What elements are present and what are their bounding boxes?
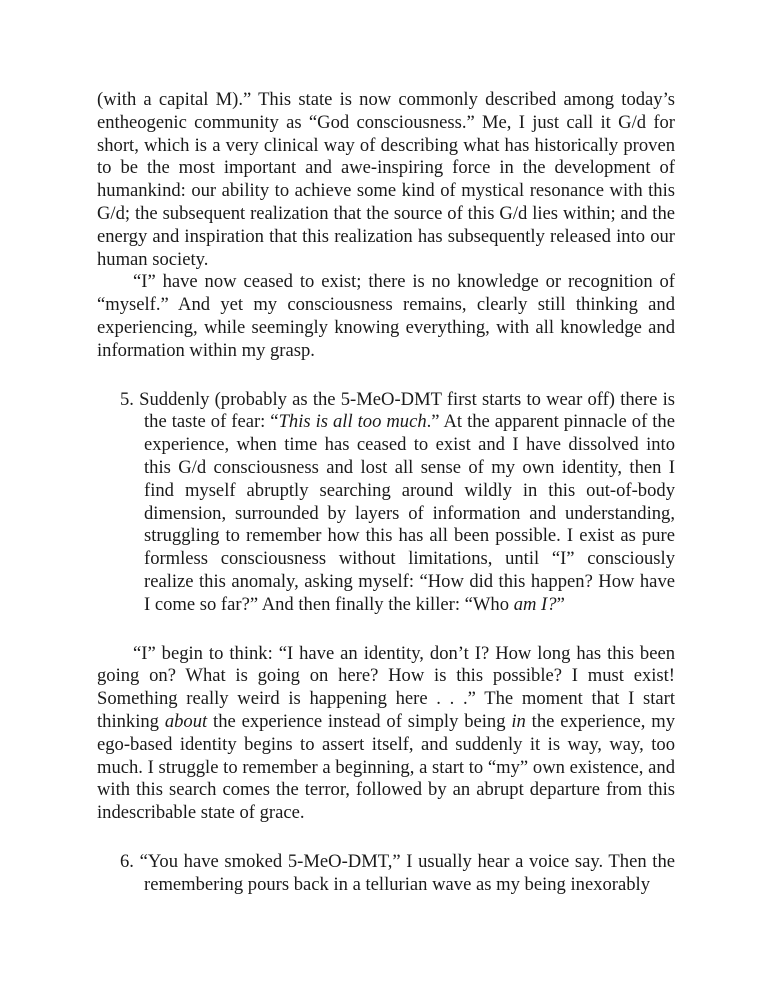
paragraph-identity-text-c: the experience, my ego-based identity begins to assert itself, and suddenly it is way, way, too much. I struggle to remember a beginning, a start to “my” own existence, and with this search comes the terror, followed by an abrupt departure from this indescribable state of grace. <box>97 710 675 824</box>
paragraph-identity-text-a: “I” begin to think: “I have an identity, don’t I? How long has this been going on? What is going on here? How is this possible? I must exist! Something really weird is happening here . . .” The moment that I start thinking <box>97 642 675 732</box>
paragraph-identity-text-b: the experience instead of simply being <box>207 710 512 732</box>
paragraph-identity-emphasis-1: about <box>164 710 208 732</box>
list-item-5 <box>97 389 675 617</box>
spacer <box>97 617 675 643</box>
list-item-5-emphasis-1: This is all too much <box>278 411 427 433</box>
spacer <box>97 825 675 851</box>
list-item-6: 6. “You have smoked 5-MeO-DMT,” I usually hear a voice say. Then the remembering pours back in a tellurian wave as my being inexorably <box>120 850 675 895</box>
list-item-5-text-a: 5. Suddenly (probably as the 5-MeO-DMT first starts to wear off) there is the taste of fear: “ <box>120 388 675 433</box>
spacer <box>97 363 675 389</box>
paragraph-god-consciousness: (with a capital M).” This state is now commonly described among today’s entheogenic community as “God consciousness.” Me, I just call it G/d for short, which is a very clinical way of describing what has historically proven to be the most important and awe-inspiring force in the development of humankind: our ability to achieve some kind of mystical resonance with this G/d; the subsequent realization that the source of this G/d lies within; and the energy and inspiration that this realization has subsequently released into our human society. <box>97 89 675 270</box>
list-item-5-emphasis-2: am I? <box>513 593 557 615</box>
paragraph-identity-emphasis-2: in <box>511 710 526 732</box>
list-item-5-text-b: .” At the apparent pinnacle of the experience, when time has ceased to exist and I have dissolved into this G/d consciousness and lost all sense of my own identity, then I find myself abruptly searching around wildly in this out-of-body dimension, surrounded by layers of information and understanding, struggling to remember how this has all been possible. I exist as pure formless consciousness without limitations, until “I” consciously realize this anomaly, asking myself: “How did this happen? How have I come so far?” And then finally the killer: “Who <box>144 411 675 615</box>
paragraph-ceased-to-exist: “I” have now ceased to exist; there is no knowledge or recognition of “myself.” And yet my consciousness remains, clearly still thinking and experiencing, while seemingly knowing everything, with all knowledge and information within my grasp. <box>97 271 675 361</box>
document-page <box>97 89 675 897</box>
list-item-5-text-c: ” <box>556 593 565 615</box>
paragraph-identity <box>97 643 675 825</box>
